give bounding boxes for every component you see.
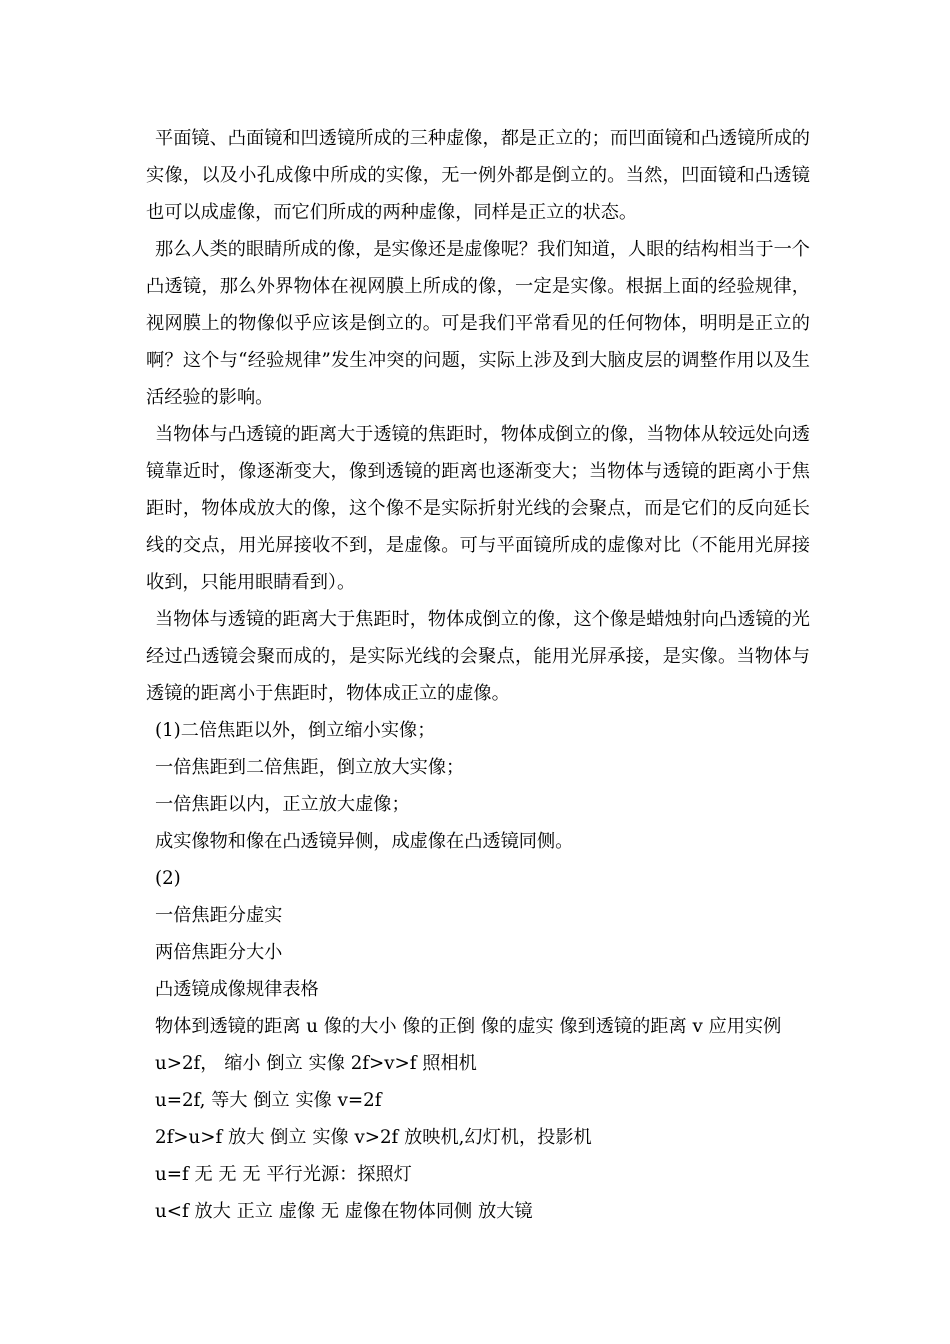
rule-line-2: 一倍焦距到二倍焦距，倒立放大实像； xyxy=(155,757,465,778)
table-row: u<f 放大 正立 虚像 无 虚像在物体同侧 放大镜 xyxy=(155,1201,533,1222)
rhyme-line-1: 一倍焦距分虚实 xyxy=(155,905,283,926)
rule-line-5: (2) xyxy=(155,868,181,889)
rule-line-1: (1)二倍焦距以外，倒立缩小实像； xyxy=(155,720,436,741)
paragraph-human-eye: 那么人类的眼睛所成的像，是实像还是虚像呢？我们知道，人眼的结构相当于一个凸透镜，那么外界物体在视网膜上所成的像，一定是实像。根据上面的经验规律，视网膜上的物像似乎应该是倒立的。可是我们平常看见的任何物体，明明是正立的啊？这个与“经验规律”发生冲突的问题，实际上涉及到大脑皮层的调整作用以及生活经验的影响。 xyxy=(146,239,810,408)
document-page xyxy=(146,120,810,1230)
table-row: u=2f, 等大 倒立 实像 v=2f xyxy=(155,1090,382,1111)
paragraph-convex-lens-focal: 当物体与凸透镜的距离大于透镜的焦距时，物体成倒立的像，当物体从较远处向透镜靠近时，像逐渐变大，像到透镜的距离也逐渐变大；当物体与透镜的距离小于焦距时，物体成放大的像，这个像不是实际折射光线的会聚点，而是它们的反向延长线的交点，用光屏接收不到，是虚像。可与平面镜所成的虚像对比（不能用光屏接收到，只能用眼睛看到）。 xyxy=(146,424,810,593)
paragraph-virtual-real-images: 平面镜、凸面镜和凹透镜所成的三种虚像，都是正立的；而凹面镜和凸透镜所成的实像，以及小孔成像中所成的实像，无一例外都是倒立的。当然，凹面镜和凸透镜也可以成虚像，而它们所成的两种虚像，同样是正立的状态。 xyxy=(146,128,810,223)
table-header-row: 物体到透镜的距离 u 像的大小 像的正倒 像的虚实 像到透镜的距离 v 应用实例 xyxy=(155,1016,782,1037)
rule-line-4: 成实像物和像在凸透镜异侧，成虚像在凸透镜同侧。 xyxy=(155,831,574,852)
rule-line-3: 一倍焦距以内，正立放大虚像； xyxy=(155,794,410,815)
rhyme-line-2: 两倍焦距分大小 xyxy=(155,942,283,963)
table-title: 凸透镜成像规律表格 xyxy=(155,979,319,1000)
table-row: u=f 无 无 无 平行光源：探照灯 xyxy=(155,1164,412,1185)
table-row: 2f>u>f 放大 倒立 实像 v>2f 放映机,幻灯机，投影机 xyxy=(155,1127,592,1148)
table-row: u>2f， 缩小 倒立 实像 2f>v>f 照相机 xyxy=(155,1053,477,1074)
paragraph-real-image-formation: 当物体与透镜的距离大于焦距时，物体成倒立的像，这个像是蜡烛射向凸透镜的光经过凸透镜会聚而成的，是实际光线的会聚点，能用光屏承接，是实像。当物体与透镜的距离小于焦距时，物体成正立的虚像。 xyxy=(146,609,810,704)
